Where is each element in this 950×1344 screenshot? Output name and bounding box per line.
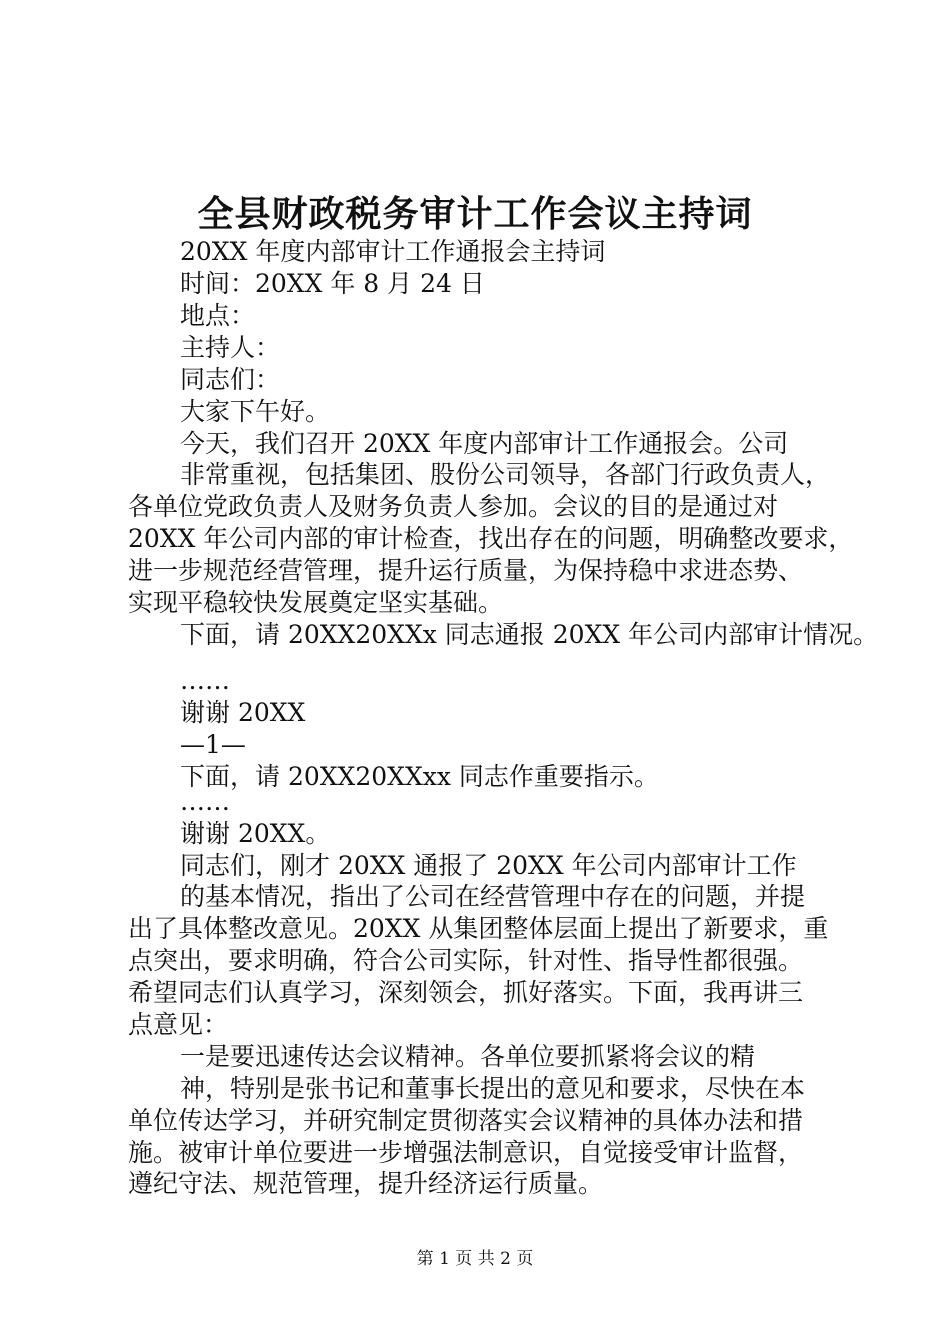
greeting-line: 大家下午好。 xyxy=(180,397,331,426)
host-line: 主持人： xyxy=(180,333,281,362)
paragraph-line: 遵纪守法、规范管理，提升经济运行质量。 xyxy=(128,1169,604,1198)
paragraph-line: 同志们，刚才 20XX 通报了 20XX 年公司内部审计工作 xyxy=(180,851,797,880)
thanks-line: 谢谢 20XX xyxy=(180,698,306,727)
subtitle-line: 20XX 年度内部审计工作通报会主持词 xyxy=(180,237,606,266)
paragraph-line: 施。被审计单位要进一步增强法制意识，自觉接受审计监督， xyxy=(128,1138,804,1167)
paragraph-line: 希望同志们认真学习，深刻领会，抓好落实。下面，我再讲三 xyxy=(128,978,804,1007)
paragraph-line: 出了具体整改意见。20XX 从集团整体层面上提出了新要求，重 xyxy=(128,914,829,943)
time-line: 时间：20XX 年 8 月 24 日 xyxy=(180,269,485,298)
paragraph-line: 各单位党政负责人及财务负责人参加。会议的目的是通过对 xyxy=(128,492,779,521)
salutation-line: 同志们： xyxy=(180,365,281,394)
paragraph-line: 下面，请 20XX20XXxx 同志作重要指示。 xyxy=(180,762,659,791)
paragraph-line: 今天，我们召开 20XX 年度内部审计工作通报会。公司 xyxy=(180,429,789,458)
inline-page-marker: —1— xyxy=(180,730,246,759)
paragraph-line: 一是要迅速传达会议精神。各单位要抓紧将会议的精 xyxy=(180,1042,756,1071)
document-title: 全县财政税务审计工作会议主持词 xyxy=(197,194,753,235)
page-footer: 第 1 页 共 2 页 xyxy=(416,1249,534,1269)
ellipsis-line: …… xyxy=(180,787,230,816)
paragraph-line: 单位传达学习，并研究制定贯彻落实会议精神的具体办法和措 xyxy=(128,1106,804,1135)
paragraph-line: 进一步规范经营管理，提升运行质量，为保持稳中求进态势、 xyxy=(128,556,804,585)
paragraph-line: 20XX 年公司内部的审计检查，找出存在的问题，明确整改要求， xyxy=(128,524,854,553)
paragraph-line: 神，特别是张书记和董事长提出的意见和要求，尽快在本 xyxy=(180,1074,806,1103)
paragraph-line: 点突出，要求明确，符合公司实际，针对性、指导性都很强。 xyxy=(128,946,804,975)
ellipsis-line: …… xyxy=(180,666,230,695)
paragraph-line: 实现平稳较快发展奠定坚实基础。 xyxy=(128,588,504,617)
paragraph-line: 的基本情况，指出了公司在经营管理中存在的问题，并提 xyxy=(180,882,806,911)
location-line: 地点： xyxy=(180,301,256,330)
thanks-line: 谢谢 20XX。 xyxy=(180,819,331,848)
paragraph-line: 点意见： xyxy=(128,1010,229,1039)
paragraph-line: 下面，请 20XX20XXx 同志通报 20XX 年公司内部审计情况。 xyxy=(180,620,879,649)
paragraph-line: 非常重视，包括集团、股份公司领导，各部门行政负责人， xyxy=(180,460,831,489)
